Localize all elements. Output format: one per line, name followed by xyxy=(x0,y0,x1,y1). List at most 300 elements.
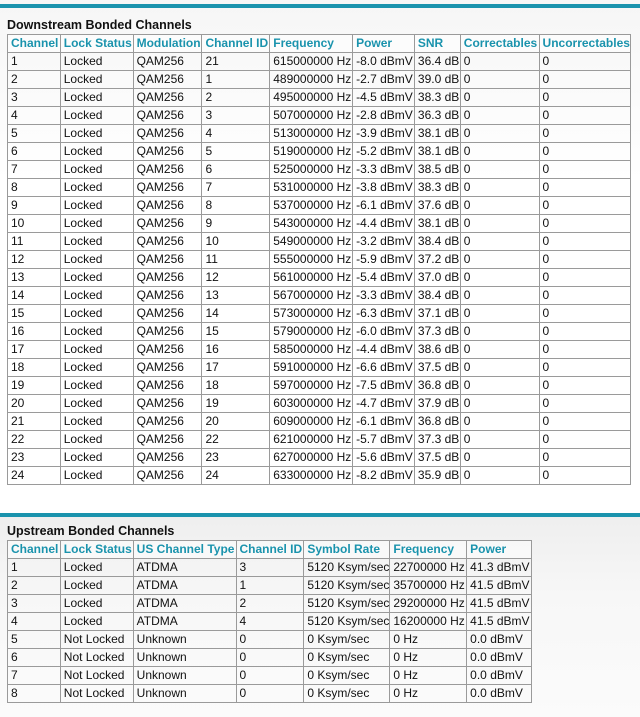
downstream-cell-channel-id: 7 xyxy=(202,179,270,197)
downstream-cell-power: -5.4 dBmV xyxy=(353,269,415,287)
upstream-cell-us-channel-type: Unknown xyxy=(133,685,236,703)
downstream-cell-channel: 23 xyxy=(8,449,61,467)
downstream-cell-channel: 11 xyxy=(8,233,61,251)
downstream-cell-modulation: QAM256 xyxy=(133,53,202,71)
downstream-cell-modulation: QAM256 xyxy=(133,89,202,107)
upstream-cell-frequency: 35700000 Hz xyxy=(390,577,467,595)
downstream-cell-snr: 37.1 dB xyxy=(414,305,460,323)
downstream-cell-power: -5.6 dBmV xyxy=(353,449,415,467)
downstream-cell-channel-id: 17 xyxy=(202,359,270,377)
downstream-cell-uncorrectables: 0 xyxy=(539,125,630,143)
downstream-cell-snr: 37.2 dB xyxy=(414,251,460,269)
downstream-cell-channel: 21 xyxy=(8,413,61,431)
downstream-cell-snr: 36.8 dB xyxy=(414,413,460,431)
table-row xyxy=(8,215,631,233)
downstream-cell-lock-status: Locked xyxy=(60,269,133,287)
table-row xyxy=(8,143,631,161)
upstream-cell-channel-id: 0 xyxy=(236,667,304,685)
downstream-cell-correctables: 0 xyxy=(460,395,539,413)
downstream-cell-channel: 17 xyxy=(8,341,61,359)
upstream-cell-lock-status: Locked xyxy=(60,577,133,595)
downstream-cell-channel-id: 6 xyxy=(202,161,270,179)
downstream-cell-correctables: 0 xyxy=(460,377,539,395)
downstream-cell-lock-status: Locked xyxy=(60,161,133,179)
upstream-cell-channel-id: 1 xyxy=(236,577,304,595)
table-row xyxy=(8,287,631,305)
upstream-cell-lock-status: Not Locked xyxy=(60,667,133,685)
downstream-cell-channel: 18 xyxy=(8,359,61,377)
downstream-cell-lock-status: Locked xyxy=(60,287,133,305)
downstream-cell-lock-status: Locked xyxy=(60,305,133,323)
downstream-cell-power: -3.3 dBmV xyxy=(353,161,415,179)
upstream-cell-power: 0.0 dBmV xyxy=(467,649,532,667)
upstream-title: Upstream Bonded Channels xyxy=(7,524,175,538)
downstream-cell-uncorrectables: 0 xyxy=(539,233,630,251)
downstream-cell-frequency: 495000000 Hz xyxy=(270,89,353,107)
downstream-cell-uncorrectables: 0 xyxy=(539,359,630,377)
downstream-cell-channel: 1 xyxy=(8,53,61,71)
downstream-cell-snr: 35.9 dB xyxy=(414,467,460,485)
downstream-cell-power: -5.7 dBmV xyxy=(353,431,415,449)
downstream-cell-uncorrectables: 0 xyxy=(539,449,630,467)
downstream-cell-power: -2.8 dBmV xyxy=(353,107,415,125)
table-row xyxy=(8,305,631,323)
table-row xyxy=(8,467,631,485)
upstream-cell-channel: 2 xyxy=(8,577,61,595)
downstream-cell-modulation: QAM256 xyxy=(133,467,202,485)
downstream-cell-modulation: QAM256 xyxy=(133,143,202,161)
upstream-header-row xyxy=(8,541,532,559)
downstream-cell-power: -6.1 dBmV xyxy=(353,413,415,431)
downstream-cell-snr: 36.4 dB xyxy=(414,53,460,71)
downstream-cell-power: -8.0 dBmV xyxy=(353,53,415,71)
downstream-cell-lock-status: Locked xyxy=(60,467,133,485)
downstream-header-snr: SNR xyxy=(414,35,460,53)
downstream-cell-uncorrectables: 0 xyxy=(539,161,630,179)
downstream-cell-snr: 37.0 dB xyxy=(414,269,460,287)
downstream-cell-snr: 38.1 dB xyxy=(414,215,460,233)
upstream-cell-frequency: 0 Hz xyxy=(390,685,467,703)
downstream-cell-power: -6.3 dBmV xyxy=(353,305,415,323)
downstream-cell-modulation: QAM256 xyxy=(133,413,202,431)
downstream-cell-snr: 37.5 dB xyxy=(414,359,460,377)
downstream-cell-lock-status: Locked xyxy=(60,323,133,341)
downstream-cell-correctables: 0 xyxy=(460,251,539,269)
downstream-cell-frequency: 573000000 Hz xyxy=(270,305,353,323)
upstream-cell-channel: 4 xyxy=(8,613,61,631)
downstream-cell-lock-status: Locked xyxy=(60,107,133,125)
upstream-cell-frequency: 29200000 Hz xyxy=(390,595,467,613)
downstream-cell-uncorrectables: 0 xyxy=(539,395,630,413)
downstream-cell-uncorrectables: 0 xyxy=(539,287,630,305)
downstream-cell-power: -7.5 dBmV xyxy=(353,377,415,395)
downstream-cell-correctables: 0 xyxy=(460,143,539,161)
downstream-cell-modulation: QAM256 xyxy=(133,179,202,197)
downstream-cell-channel-id: 11 xyxy=(202,251,270,269)
downstream-cell-modulation: QAM256 xyxy=(133,125,202,143)
table-row xyxy=(8,413,631,431)
downstream-cell-frequency: 507000000 Hz xyxy=(270,107,353,125)
upstream-cell-us-channel-type: ATDMA xyxy=(133,577,236,595)
downstream-cell-channel: 8 xyxy=(8,179,61,197)
upstream-cell-channel-id: 3 xyxy=(236,559,304,577)
downstream-cell-correctables: 0 xyxy=(460,287,539,305)
downstream-accent-bar xyxy=(0,4,640,8)
upstream-cell-power: 0.0 dBmV xyxy=(467,631,532,649)
downstream-cell-lock-status: Locked xyxy=(60,413,133,431)
downstream-cell-channel: 3 xyxy=(8,89,61,107)
table-row xyxy=(8,577,532,595)
downstream-header-uncorrectables: Uncorrectables xyxy=(539,35,630,53)
table-row xyxy=(8,323,631,341)
upstream-cell-lock-status: Not Locked xyxy=(60,685,133,703)
upstream-cell-symbol-rate: 0 Ksym/sec xyxy=(304,649,390,667)
downstream-cell-modulation: QAM256 xyxy=(133,359,202,377)
table-row xyxy=(8,667,532,685)
downstream-cell-snr: 36.8 dB xyxy=(414,377,460,395)
downstream-cell-frequency: 597000000 Hz xyxy=(270,377,353,395)
downstream-cell-channel-id: 19 xyxy=(202,395,270,413)
downstream-cell-modulation: QAM256 xyxy=(133,377,202,395)
downstream-cell-channel-id: 10 xyxy=(202,233,270,251)
downstream-cell-channel-id: 2 xyxy=(202,89,270,107)
table-row xyxy=(8,107,631,125)
upstream-cell-channel: 7 xyxy=(8,667,61,685)
downstream-cell-frequency: 537000000 Hz xyxy=(270,197,353,215)
downstream-cell-snr: 38.4 dB xyxy=(414,233,460,251)
table-row xyxy=(8,251,631,269)
table-row xyxy=(8,431,631,449)
downstream-cell-lock-status: Locked xyxy=(60,377,133,395)
downstream-cell-power: -6.6 dBmV xyxy=(353,359,415,377)
downstream-cell-power: -3.3 dBmV xyxy=(353,287,415,305)
downstream-cell-correctables: 0 xyxy=(460,467,539,485)
downstream-title: Downstream Bonded Channels xyxy=(7,18,192,32)
downstream-cell-correctables: 0 xyxy=(460,413,539,431)
upstream-cell-frequency: 0 Hz xyxy=(390,649,467,667)
downstream-cell-lock-status: Locked xyxy=(60,125,133,143)
downstream-header-row xyxy=(8,35,631,53)
table-row xyxy=(8,269,631,287)
upstream-cell-channel: 1 xyxy=(8,559,61,577)
downstream-cell-power: -6.1 dBmV xyxy=(353,197,415,215)
table-row xyxy=(8,197,631,215)
upstream-accent-bar xyxy=(0,513,640,517)
downstream-cell-lock-status: Locked xyxy=(60,251,133,269)
downstream-table xyxy=(7,34,631,485)
downstream-cell-channel: 2 xyxy=(8,71,61,89)
downstream-cell-uncorrectables: 0 xyxy=(539,53,630,71)
upstream-cell-frequency: 22700000 Hz xyxy=(390,559,467,577)
downstream-cell-correctables: 0 xyxy=(460,215,539,233)
upstream-cell-us-channel-type: Unknown xyxy=(133,649,236,667)
downstream-cell-channel-id: 20 xyxy=(202,413,270,431)
upstream-cell-channel-id: 0 xyxy=(236,649,304,667)
downstream-cell-uncorrectables: 0 xyxy=(539,197,630,215)
downstream-cell-frequency: 525000000 Hz xyxy=(270,161,353,179)
downstream-cell-power: -6.0 dBmV xyxy=(353,323,415,341)
downstream-cell-power: -3.8 dBmV xyxy=(353,179,415,197)
upstream-cell-symbol-rate: 0 Ksym/sec xyxy=(304,631,390,649)
downstream-cell-uncorrectables: 0 xyxy=(539,269,630,287)
downstream-cell-correctables: 0 xyxy=(460,359,539,377)
downstream-cell-channel: 22 xyxy=(8,431,61,449)
downstream-cell-power: -5.9 dBmV xyxy=(353,251,415,269)
downstream-cell-correctables: 0 xyxy=(460,125,539,143)
upstream-cell-channel-id: 0 xyxy=(236,685,304,703)
downstream-cell-power: -3.9 dBmV xyxy=(353,125,415,143)
downstream-cell-channel-id: 12 xyxy=(202,269,270,287)
downstream-cell-power: -3.2 dBmV xyxy=(353,233,415,251)
table-row xyxy=(8,179,631,197)
upstream-cell-channel-id: 0 xyxy=(236,631,304,649)
downstream-cell-channel-id: 16 xyxy=(202,341,270,359)
downstream-cell-frequency: 579000000 Hz xyxy=(270,323,353,341)
downstream-cell-uncorrectables: 0 xyxy=(539,305,630,323)
downstream-cell-uncorrectables: 0 xyxy=(539,431,630,449)
downstream-cell-channel: 13 xyxy=(8,269,61,287)
downstream-cell-channel: 7 xyxy=(8,161,61,179)
downstream-cell-snr: 37.3 dB xyxy=(414,431,460,449)
upstream-cell-us-channel-type: ATDMA xyxy=(133,613,236,631)
downstream-cell-modulation: QAM256 xyxy=(133,197,202,215)
upstream-header-us-channel-type: US Channel Type xyxy=(133,541,236,559)
downstream-cell-snr: 38.1 dB xyxy=(414,143,460,161)
downstream-header-frequency: Frequency xyxy=(270,35,353,53)
downstream-cell-lock-status: Locked xyxy=(60,215,133,233)
downstream-header-channel-id: Channel ID xyxy=(202,35,270,53)
downstream-cell-channel: 10 xyxy=(8,215,61,233)
downstream-cell-uncorrectables: 0 xyxy=(539,323,630,341)
upstream-cell-channel: 8 xyxy=(8,685,61,703)
downstream-cell-snr: 37.3 dB xyxy=(414,323,460,341)
upstream-header-channel: Channel xyxy=(8,541,61,559)
downstream-cell-channel-id: 4 xyxy=(202,125,270,143)
downstream-cell-modulation: QAM256 xyxy=(133,305,202,323)
downstream-cell-power: -4.4 dBmV xyxy=(353,215,415,233)
downstream-cell-frequency: 519000000 Hz xyxy=(270,143,353,161)
upstream-cell-us-channel-type: Unknown xyxy=(133,667,236,685)
downstream-cell-channel: 15 xyxy=(8,305,61,323)
table-row xyxy=(8,631,532,649)
upstream-cell-symbol-rate: 5120 Ksym/sec xyxy=(304,577,390,595)
table-row xyxy=(8,89,631,107)
downstream-cell-modulation: QAM256 xyxy=(133,233,202,251)
downstream-cell-frequency: 585000000 Hz xyxy=(270,341,353,359)
downstream-cell-frequency: 633000000 Hz xyxy=(270,467,353,485)
downstream-cell-snr: 37.9 dB xyxy=(414,395,460,413)
downstream-cell-channel-id: 5 xyxy=(202,143,270,161)
upstream-cell-lock-status: Not Locked xyxy=(60,649,133,667)
downstream-cell-frequency: 567000000 Hz xyxy=(270,287,353,305)
downstream-cell-channel: 19 xyxy=(8,377,61,395)
upstream-cell-lock-status: Locked xyxy=(60,595,133,613)
downstream-cell-uncorrectables: 0 xyxy=(539,341,630,359)
downstream-cell-channel: 14 xyxy=(8,287,61,305)
downstream-cell-modulation: QAM256 xyxy=(133,323,202,341)
upstream-header-channel-id: Channel ID xyxy=(236,541,304,559)
downstream-cell-snr: 38.6 dB xyxy=(414,341,460,359)
table-row xyxy=(8,685,532,703)
upstream-cell-channel: 3 xyxy=(8,595,61,613)
upstream-cell-power: 41.5 dBmV xyxy=(467,613,532,631)
upstream-cell-channel-id: 2 xyxy=(236,595,304,613)
downstream-cell-uncorrectables: 0 xyxy=(539,89,630,107)
downstream-cell-frequency: 609000000 Hz xyxy=(270,413,353,431)
upstream-cell-us-channel-type: ATDMA xyxy=(133,595,236,613)
table-row xyxy=(8,341,631,359)
upstream-cell-channel: 6 xyxy=(8,649,61,667)
downstream-cell-modulation: QAM256 xyxy=(133,161,202,179)
upstream-header-lock-status: Lock Status xyxy=(60,541,133,559)
table-row xyxy=(8,613,532,631)
downstream-cell-power: -8.2 dBmV xyxy=(353,467,415,485)
upstream-cell-frequency: 0 Hz xyxy=(390,631,467,649)
downstream-cell-channel-id: 14 xyxy=(202,305,270,323)
downstream-cell-uncorrectables: 0 xyxy=(539,71,630,89)
downstream-cell-correctables: 0 xyxy=(460,161,539,179)
downstream-cell-channel: 16 xyxy=(8,323,61,341)
downstream-header-channel: Channel xyxy=(8,35,61,53)
downstream-cell-correctables: 0 xyxy=(460,269,539,287)
downstream-cell-uncorrectables: 0 xyxy=(539,143,630,161)
downstream-cell-snr: 38.3 dB xyxy=(414,179,460,197)
downstream-cell-frequency: 513000000 Hz xyxy=(270,125,353,143)
upstream-cell-symbol-rate: 5120 Ksym/sec xyxy=(304,559,390,577)
table-row xyxy=(8,359,631,377)
downstream-cell-lock-status: Locked xyxy=(60,53,133,71)
downstream-cell-snr: 36.3 dB xyxy=(414,107,460,125)
downstream-cell-channel-id: 23 xyxy=(202,449,270,467)
downstream-cell-modulation: QAM256 xyxy=(133,215,202,233)
upstream-cell-lock-status: Locked xyxy=(60,559,133,577)
upstream-cell-power: 0.0 dBmV xyxy=(467,685,532,703)
downstream-cell-channel: 5 xyxy=(8,125,61,143)
downstream-cell-power: -4.4 dBmV xyxy=(353,341,415,359)
downstream-cell-channel-id: 9 xyxy=(202,215,270,233)
downstream-cell-correctables: 0 xyxy=(460,233,539,251)
downstream-cell-frequency: 531000000 Hz xyxy=(270,179,353,197)
downstream-cell-uncorrectables: 0 xyxy=(539,251,630,269)
downstream-cell-lock-status: Locked xyxy=(60,395,133,413)
downstream-cell-correctables: 0 xyxy=(460,107,539,125)
upstream-cell-us-channel-type: Unknown xyxy=(133,631,236,649)
table-row xyxy=(8,449,631,467)
downstream-cell-modulation: QAM256 xyxy=(133,341,202,359)
downstream-cell-modulation: QAM256 xyxy=(133,431,202,449)
downstream-cell-lock-status: Locked xyxy=(60,233,133,251)
downstream-cell-modulation: QAM256 xyxy=(133,269,202,287)
downstream-cell-modulation: QAM256 xyxy=(133,449,202,467)
downstream-cell-lock-status: Locked xyxy=(60,359,133,377)
downstream-cell-power: -2.7 dBmV xyxy=(353,71,415,89)
downstream-cell-uncorrectables: 0 xyxy=(539,413,630,431)
downstream-cell-correctables: 0 xyxy=(460,449,539,467)
downstream-cell-frequency: 549000000 Hz xyxy=(270,233,353,251)
downstream-cell-correctables: 0 xyxy=(460,89,539,107)
downstream-cell-frequency: 489000000 Hz xyxy=(270,71,353,89)
upstream-table xyxy=(7,540,532,703)
downstream-cell-correctables: 0 xyxy=(460,197,539,215)
downstream-cell-lock-status: Locked xyxy=(60,89,133,107)
downstream-cell-modulation: QAM256 xyxy=(133,287,202,305)
table-row xyxy=(8,559,532,577)
downstream-cell-channel-id: 8 xyxy=(202,197,270,215)
downstream-cell-lock-status: Locked xyxy=(60,449,133,467)
downstream-cell-snr: 38.1 dB xyxy=(414,125,460,143)
downstream-cell-correctables: 0 xyxy=(460,431,539,449)
downstream-cell-snr: 38.3 dB xyxy=(414,89,460,107)
upstream-cell-channel-id: 4 xyxy=(236,613,304,631)
downstream-cell-modulation: QAM256 xyxy=(133,107,202,125)
downstream-cell-snr: 38.4 dB xyxy=(414,287,460,305)
downstream-cell-channel-id: 24 xyxy=(202,467,270,485)
downstream-cell-channel-id: 15 xyxy=(202,323,270,341)
upstream-cell-frequency: 0 Hz xyxy=(390,667,467,685)
downstream-cell-snr: 39.0 dB xyxy=(414,71,460,89)
downstream-cell-channel-id: 21 xyxy=(202,53,270,71)
downstream-cell-power: -4.5 dBmV xyxy=(353,89,415,107)
table-row xyxy=(8,71,631,89)
downstream-cell-modulation: QAM256 xyxy=(133,71,202,89)
downstream-cell-modulation: QAM256 xyxy=(133,251,202,269)
upstream-cell-power: 0.0 dBmV xyxy=(467,667,532,685)
downstream-cell-correctables: 0 xyxy=(460,71,539,89)
upstream-cell-power: 41.3 dBmV xyxy=(467,559,532,577)
downstream-cell-channel-id: 1 xyxy=(202,71,270,89)
upstream-cell-frequency: 16200000 Hz xyxy=(390,613,467,631)
downstream-cell-frequency: 621000000 Hz xyxy=(270,431,353,449)
upstream-header-symbol-rate: Symbol Rate xyxy=(304,541,390,559)
downstream-cell-uncorrectables: 0 xyxy=(539,377,630,395)
downstream-cell-channel: 9 xyxy=(8,197,61,215)
downstream-cell-snr: 38.5 dB xyxy=(414,161,460,179)
upstream-cell-symbol-rate: 0 Ksym/sec xyxy=(304,667,390,685)
downstream-cell-correctables: 0 xyxy=(460,53,539,71)
downstream-cell-frequency: 603000000 Hz xyxy=(270,395,353,413)
downstream-cell-snr: 37.6 dB xyxy=(414,197,460,215)
table-row xyxy=(8,161,631,179)
downstream-cell-uncorrectables: 0 xyxy=(539,467,630,485)
downstream-cell-modulation: QAM256 xyxy=(133,395,202,413)
table-row xyxy=(8,595,532,613)
downstream-cell-channel-id: 13 xyxy=(202,287,270,305)
downstream-cell-correctables: 0 xyxy=(460,179,539,197)
upstream-header-frequency: Frequency xyxy=(390,541,467,559)
downstream-header-power: Power xyxy=(353,35,415,53)
downstream-cell-frequency: 627000000 Hz xyxy=(270,449,353,467)
downstream-header-lock-status: Lock Status xyxy=(60,35,133,53)
downstream-cell-frequency: 543000000 Hz xyxy=(270,215,353,233)
downstream-cell-lock-status: Locked xyxy=(60,197,133,215)
downstream-header-modulation: Modulation xyxy=(133,35,202,53)
downstream-cell-snr: 37.5 dB xyxy=(414,449,460,467)
downstream-cell-lock-status: Locked xyxy=(60,143,133,161)
downstream-cell-uncorrectables: 0 xyxy=(539,107,630,125)
upstream-cell-lock-status: Not Locked xyxy=(60,631,133,649)
downstream-cell-correctables: 0 xyxy=(460,305,539,323)
downstream-cell-channel-id: 22 xyxy=(202,431,270,449)
downstream-cell-correctables: 0 xyxy=(460,341,539,359)
table-row xyxy=(8,395,631,413)
downstream-cell-channel-id: 3 xyxy=(202,107,270,125)
downstream-cell-channel-id: 18 xyxy=(202,377,270,395)
downstream-cell-frequency: 615000000 Hz xyxy=(270,53,353,71)
upstream-cell-power: 41.5 dBmV xyxy=(467,595,532,613)
upstream-cell-us-channel-type: ATDMA xyxy=(133,559,236,577)
upstream-cell-symbol-rate: 0 Ksym/sec xyxy=(304,685,390,703)
upstream-section xyxy=(0,513,640,717)
